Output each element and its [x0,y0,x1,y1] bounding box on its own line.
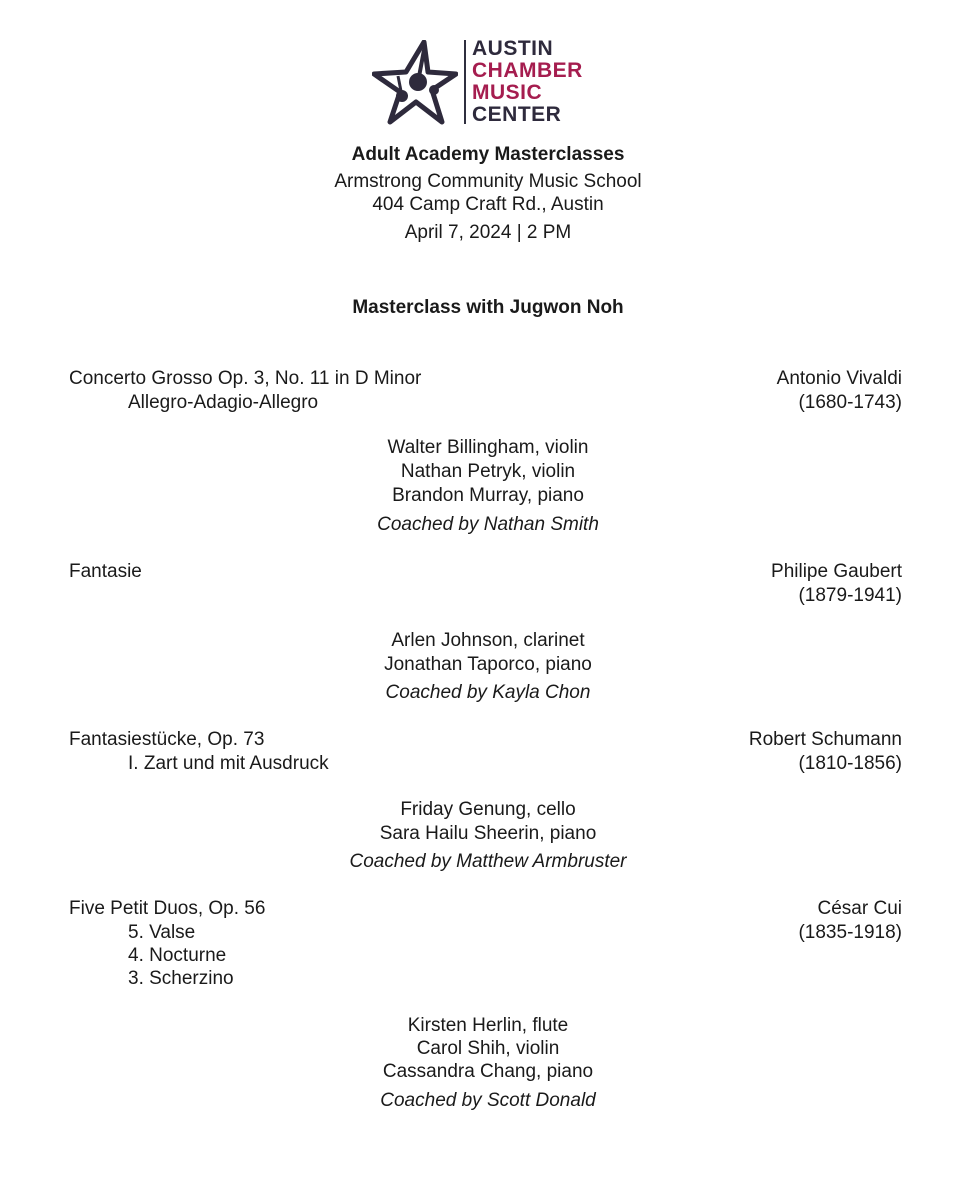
composer-dates: (1879-1941) [798,585,902,606]
composer-name: César Cui [817,898,902,919]
piece-title: Concerto Grosso Op. 3, No. 11 in D Minor [69,368,422,389]
composer-dates: (1810-1856) [798,753,902,774]
piece-title: Fantasie [69,561,142,582]
piece-title: Fantasiestücke, Op. 73 [69,729,265,750]
logo-line-center: CENTER [472,103,562,126]
logo-line-music: MUSIC [472,81,543,104]
performer: Carol Shih, violin [416,1038,560,1059]
performer: Arlen Johnson, clarinet [391,630,585,651]
piece-movement: 5. Valse [128,922,196,943]
performer: Kirsten Herlin, flute [407,1015,569,1036]
performer: Walter Billingham, violin [387,437,589,458]
performer: Friday Genung, cello [400,799,576,820]
performer: Brandon Murray, piano [392,485,584,506]
piece-movement: 4. Nocturne [128,945,227,966]
performer: Nathan Petryk, violin [400,461,576,482]
logo-line-chamber: CHAMBER [472,59,583,82]
performer: Cassandra Chang, piano [382,1061,594,1082]
coach-credit: Coached by Scott Donald [380,1090,596,1111]
composer-dates: (1835-1918) [798,922,902,943]
piece-movement: 3. Scherzino [128,968,234,989]
event-title: Adult Academy Masterclasses [351,144,625,165]
performer: Sara Hailu Sheerin, piano [379,823,597,844]
composer-dates: (1680-1743) [798,392,902,413]
date-time: April 7, 2024 | 2 PM [404,222,572,243]
coach-credit: Coached by Matthew Armbruster [349,851,627,872]
logo [372,38,612,128]
star-with-notes-icon [372,40,458,126]
logo-divider [464,40,466,124]
venue: Armstrong Community Music School [334,171,642,192]
composer-name: Philipe Gaubert [771,561,902,582]
piece-movement: Allegro-Adagio-Allegro [128,392,319,413]
logo-line-austin: AUSTIN [472,37,554,60]
composer-name: Antonio Vivaldi [776,368,902,389]
masterclass-title: Masterclass with Jugwon Noh [352,297,624,318]
piece-title: Five Petit Duos, Op. 56 [69,898,266,919]
piece-movement: I. Zart und mit Ausdruck [128,753,329,774]
coach-credit: Coached by Kayla Chon [385,682,591,703]
coach-credit: Coached by Nathan Smith [377,514,599,535]
address: 404 Camp Craft Rd., Austin [372,194,604,215]
composer-name: Robert Schumann [748,729,902,750]
logo-wordmark [472,38,583,126]
performer: Jonathan Taporco, piano [384,654,592,675]
